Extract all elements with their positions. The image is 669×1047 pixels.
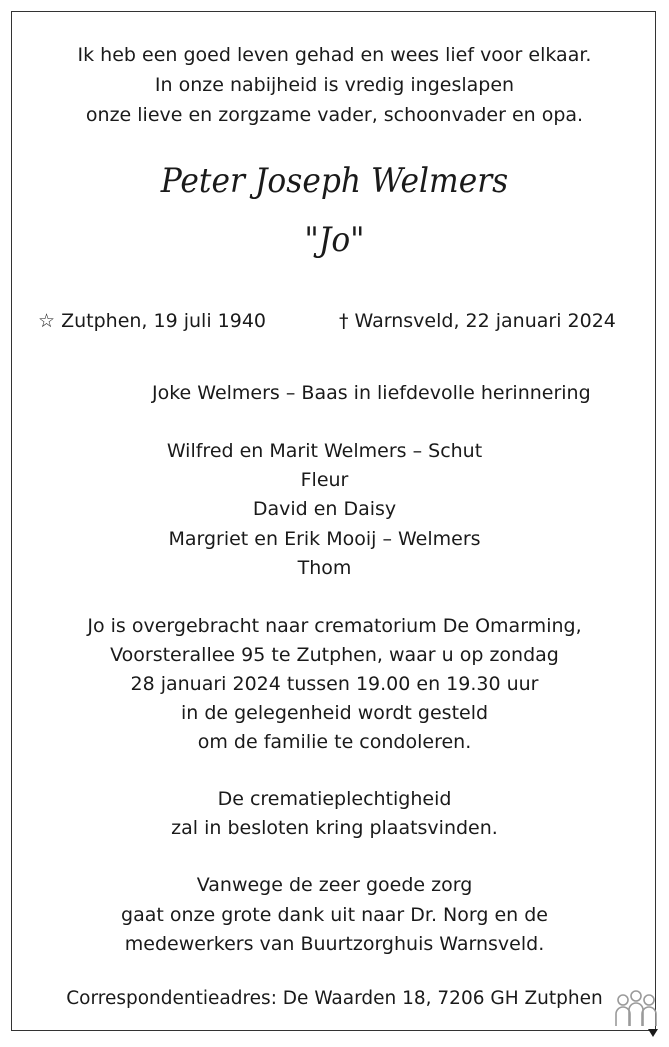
deceased-nickname: "Jo" [304,220,365,260]
deceased-name: Peter Joseph Welmers [160,161,509,201]
thanks-line-3: medewerkers van Buurtzorghuis Warnsveld. [124,933,545,955]
family-people-icon [610,986,660,1038]
cross-icon: † [339,310,349,332]
intro-line-2: In onze nabijheid is vredig ingeslapen [154,74,515,96]
viewing-line-3: 28 januari 2024 tussen 19.00 en 19.30 uur [130,673,539,695]
thanks-line-2: gaat onze grote dank uit naar Dr. Norg en de [121,904,548,926]
ceremony-line-2: zal in besloten kring plaatsvinden. [171,817,498,839]
birth-text: Zutphen, 19 juli 1940 [61,310,267,332]
ceremony-line-1: De crematieplechtigheid [217,788,452,810]
family-line-2: Fleur [300,469,349,491]
death-info [339,309,616,333]
birth-info [38,309,266,333]
viewing-line-5: om de familie te condoleren. [197,731,472,753]
thanks-line-1: Vanwege de zeer goede zorg [196,874,473,896]
star-icon: ☆ [38,310,56,332]
viewing-line-4: in de gelegenheid wordt gesteld [180,702,489,724]
intro-line-1: Ik heb een goed leven gehad en wees lief voor elkaar. [77,44,592,66]
viewing-line-2: Voorsterallee 95 te Zutphen, waar u op zondag [110,644,559,666]
death-text: Warnsveld, 22 januari 2024 [354,310,616,332]
viewing-line-1: Jo is overgebracht naar crematorium De Omarming, [87,615,582,637]
intro-line-3: onze lieve en zorgzame vader, schoonvader en opa. [85,104,584,126]
partner-line: Joke Welmers – Baas in liefdevolle herinnering [152,382,591,404]
family-line-4: Margriet en Erik Mooij – Welmers [168,528,481,550]
family-line-1: Wilfred en Marit Welmers – Schut [166,440,483,462]
correspondence-address: Correspondentieadres: De Waarden 18, 7206 GH Zutphen [66,988,603,1009]
triangle-down-icon [648,1029,658,1037]
family-line-3: David en Daisy [252,498,397,520]
family-line-5: Thom [297,557,352,579]
